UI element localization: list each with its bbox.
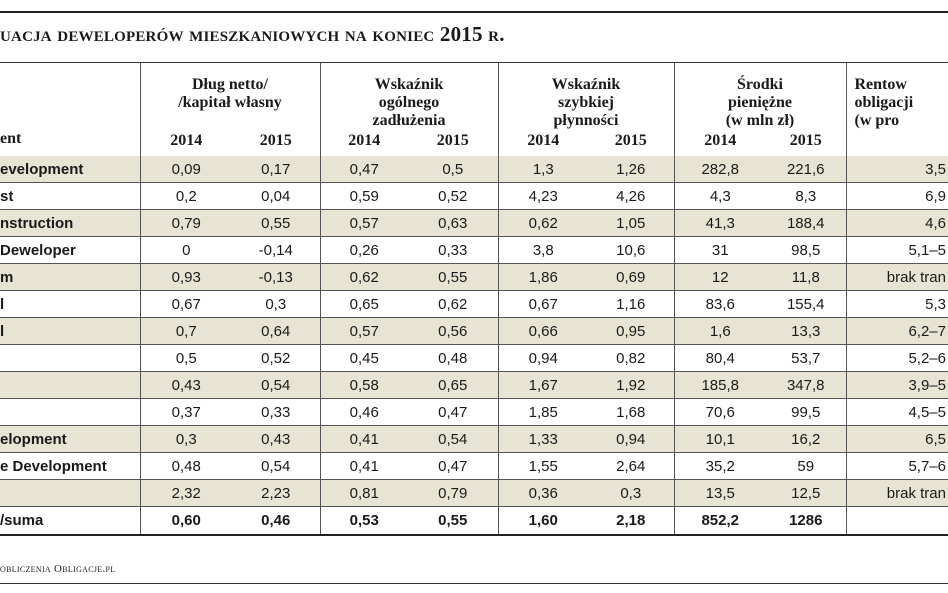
value-cell: 0,65 xyxy=(320,291,408,318)
table-row xyxy=(0,156,948,183)
value-cell: 1,92 xyxy=(588,372,674,399)
value-cell: 0,26 xyxy=(320,237,408,264)
value-cell: 0,62 xyxy=(408,291,498,318)
value-cell: 35,2 xyxy=(674,453,766,480)
value-cell: 0,48 xyxy=(408,345,498,372)
value-cell: 155,4 xyxy=(766,291,846,318)
value-cell: 1,86 xyxy=(498,264,588,291)
value-cell: 2,23 xyxy=(232,480,320,507)
value-cell: 1,67 xyxy=(498,372,588,399)
value-cell: 188,4 xyxy=(766,210,846,237)
value-cell: 2,32 xyxy=(140,480,232,507)
value-cell: 1,33 xyxy=(498,426,588,453)
value-cell: 282,8 xyxy=(674,156,766,183)
title-text: uacja deweloperów mieszkaniowych na koniec xyxy=(0,22,435,46)
value-cell: 41,3 xyxy=(674,210,766,237)
value-cell: 4,3 xyxy=(674,183,766,210)
yield-cell: 5,1–5 xyxy=(846,237,948,264)
value-cell: 13,3 xyxy=(766,318,846,345)
value-cell: 0,55 xyxy=(232,210,320,237)
value-cell: 0,47 xyxy=(408,399,498,426)
value-cell: 0,54 xyxy=(408,426,498,453)
value-cell: 98,5 xyxy=(766,237,846,264)
company-name: m xyxy=(0,264,140,291)
year-header: 2015 xyxy=(408,130,498,156)
value-cell: 13,5 xyxy=(674,480,766,507)
yield-cell: 3,9–5 xyxy=(846,372,948,399)
value-cell: 0,7 xyxy=(140,318,232,345)
value-cell: 0,57 xyxy=(320,210,408,237)
value-cell: 4,26 xyxy=(588,183,674,210)
value-cell: 0,46 xyxy=(232,507,320,536)
company-name xyxy=(0,399,140,426)
company-name: elopment xyxy=(0,426,140,453)
table-row xyxy=(0,318,948,345)
year-header: 2014 xyxy=(170,132,203,149)
value-cell: 59 xyxy=(766,453,846,480)
value-cell: 1,60 xyxy=(498,507,588,536)
value-cell: 347,8 xyxy=(766,372,846,399)
value-cell: 0,79 xyxy=(408,480,498,507)
group-header: Środki pieniężne (w mln zł) xyxy=(674,63,846,130)
year-header: 2014 xyxy=(704,132,737,149)
yield-cell: 6,5 xyxy=(846,426,948,453)
group-header: Dług netto/ /kapitał własny xyxy=(140,63,320,130)
value-cell: 0,09 xyxy=(140,156,232,183)
value-cell: 0,3 xyxy=(588,480,674,507)
value-cell: 0,94 xyxy=(588,426,674,453)
value-cell: 0,46 xyxy=(320,399,408,426)
value-cell: -0,13 xyxy=(232,264,320,291)
value-cell: 0,62 xyxy=(320,264,408,291)
value-cell: 0,63 xyxy=(408,210,498,237)
yield-cell: 6,9 xyxy=(846,183,948,210)
year-header: 2015 xyxy=(766,130,846,156)
value-cell: 10,6 xyxy=(588,237,674,264)
value-cell: 0,3 xyxy=(232,291,320,318)
company-name: l xyxy=(0,318,140,345)
value-cell: 10,1 xyxy=(674,426,766,453)
yield-cell: brak tran xyxy=(846,264,948,291)
table-row xyxy=(0,372,948,399)
year-header: 2014 xyxy=(348,132,381,149)
yield-cell: 5,2–6 xyxy=(846,345,948,372)
table-row xyxy=(0,345,948,372)
value-cell: 0,17 xyxy=(232,156,320,183)
value-cell: 0,79 xyxy=(140,210,232,237)
value-cell: 0,66 xyxy=(498,318,588,345)
value-cell: 2,64 xyxy=(588,453,674,480)
value-cell: 0,56 xyxy=(408,318,498,345)
value-cell: 99,5 xyxy=(766,399,846,426)
value-cell: 3,8 xyxy=(498,237,588,264)
value-cell: 0,47 xyxy=(408,453,498,480)
value-cell: 185,8 xyxy=(674,372,766,399)
value-cell: 0,33 xyxy=(408,237,498,264)
value-cell: 0,41 xyxy=(320,453,408,480)
value-cell: 0,62 xyxy=(498,210,588,237)
value-cell: 0,55 xyxy=(408,507,498,536)
developers-table xyxy=(0,63,948,536)
top-rule xyxy=(0,11,948,13)
company-name: l xyxy=(0,291,140,318)
company-name xyxy=(0,480,140,507)
value-cell: 0,37 xyxy=(140,399,232,426)
company-name: nstruction xyxy=(0,210,140,237)
value-cell: 1,26 xyxy=(588,156,674,183)
company-name xyxy=(0,372,140,399)
value-cell: 53,7 xyxy=(766,345,846,372)
value-cell: 0,67 xyxy=(498,291,588,318)
value-cell: 12 xyxy=(674,264,766,291)
value-cell: 0,65 xyxy=(408,372,498,399)
value-cell: 0,54 xyxy=(232,372,320,399)
value-cell: 0,36 xyxy=(498,480,588,507)
value-cell: 1,55 xyxy=(498,453,588,480)
value-cell: 0,52 xyxy=(408,183,498,210)
table-title xyxy=(0,22,505,47)
company-name: Deweloper xyxy=(0,237,140,264)
value-cell: 0,64 xyxy=(232,318,320,345)
yield-cell: 5,7–6 xyxy=(846,453,948,480)
year-header: 2015 xyxy=(588,130,674,156)
yield-cell: 4,5–5 xyxy=(846,399,948,426)
group-header: Wskaźnik ogólnego zadłużenia xyxy=(320,63,498,130)
value-cell: 1286 xyxy=(766,507,846,536)
value-cell: 0,43 xyxy=(232,426,320,453)
value-cell: 0,41 xyxy=(320,426,408,453)
value-cell: -0,14 xyxy=(232,237,320,264)
value-cell: 80,4 xyxy=(674,345,766,372)
value-cell: 0,45 xyxy=(320,345,408,372)
year-header: 2015 xyxy=(232,130,320,156)
value-cell: 0,55 xyxy=(408,264,498,291)
value-cell: 0,33 xyxy=(232,399,320,426)
value-cell: 0,59 xyxy=(320,183,408,210)
source-note: obliczenia Obligacje.pl xyxy=(0,563,116,575)
value-cell: 0,57 xyxy=(320,318,408,345)
yield-cell: 4,6 xyxy=(846,210,948,237)
value-cell: 221,6 xyxy=(766,156,846,183)
table-row xyxy=(0,183,948,210)
company-name: e Development xyxy=(0,453,140,480)
value-cell: 0,5 xyxy=(140,345,232,372)
value-cell: 1,3 xyxy=(498,156,588,183)
yield-cell xyxy=(846,507,948,536)
value-cell: 0,69 xyxy=(588,264,674,291)
value-cell: 0,3 xyxy=(140,426,232,453)
table-row xyxy=(0,264,948,291)
value-cell: 0,2 xyxy=(140,183,232,210)
company-name: /suma xyxy=(0,507,140,536)
bottom-rule xyxy=(0,583,948,584)
value-cell: 0,53 xyxy=(320,507,408,536)
value-cell: 0,82 xyxy=(588,345,674,372)
title-year: 2015 xyxy=(439,22,483,46)
company-name: st xyxy=(0,183,140,210)
yield-cell: 5,3 xyxy=(846,291,948,318)
table-row xyxy=(0,480,948,507)
group-header: Rentow obligacji (w pro xyxy=(854,76,914,129)
title-suffix: r. xyxy=(488,22,505,46)
value-cell: 1,05 xyxy=(588,210,674,237)
value-cell: 11,8 xyxy=(766,264,846,291)
value-cell: 4,23 xyxy=(498,183,588,210)
value-cell: 1,16 xyxy=(588,291,674,318)
value-cell: 0,60 xyxy=(140,507,232,536)
value-cell: 0,5 xyxy=(408,156,498,183)
value-cell: 0,94 xyxy=(498,345,588,372)
value-cell: 0,58 xyxy=(320,372,408,399)
value-cell: 0,93 xyxy=(140,264,232,291)
table-row xyxy=(0,291,948,318)
table-row xyxy=(0,210,948,237)
yield-cell: brak tran xyxy=(846,480,948,507)
value-cell: 0,54 xyxy=(232,453,320,480)
value-cell: 8,3 xyxy=(766,183,846,210)
summary-row xyxy=(0,507,948,536)
value-cell: 16,2 xyxy=(766,426,846,453)
value-cell: 1,85 xyxy=(498,399,588,426)
table-row xyxy=(0,453,948,480)
company-name: evelopment xyxy=(0,156,140,183)
value-cell: 0,52 xyxy=(232,345,320,372)
company-header: ent xyxy=(0,63,140,156)
yield-cell: 3,5 xyxy=(846,156,948,183)
value-cell: 0,95 xyxy=(588,318,674,345)
table-row xyxy=(0,399,948,426)
value-cell: 0,67 xyxy=(140,291,232,318)
value-cell: 0,04 xyxy=(232,183,320,210)
value-cell: 2,18 xyxy=(588,507,674,536)
value-cell: 0 xyxy=(140,237,232,264)
group-header: Wskaźnik szybkiej płynności xyxy=(498,63,674,130)
company-name xyxy=(0,345,140,372)
yield-cell: 6,2–7 xyxy=(846,318,948,345)
value-cell: 0,47 xyxy=(320,156,408,183)
value-cell: 83,6 xyxy=(674,291,766,318)
value-cell: 31 xyxy=(674,237,766,264)
table-row xyxy=(0,426,948,453)
table-row xyxy=(0,237,948,264)
value-cell: 0,48 xyxy=(140,453,232,480)
value-cell: 1,6 xyxy=(674,318,766,345)
year-header: 2014 xyxy=(527,132,560,149)
value-cell: 70,6 xyxy=(674,399,766,426)
value-cell: 1,68 xyxy=(588,399,674,426)
value-cell: 0,43 xyxy=(140,372,232,399)
value-cell: 852,2 xyxy=(674,507,766,536)
value-cell: 0,81 xyxy=(320,480,408,507)
value-cell: 12,5 xyxy=(766,480,846,507)
